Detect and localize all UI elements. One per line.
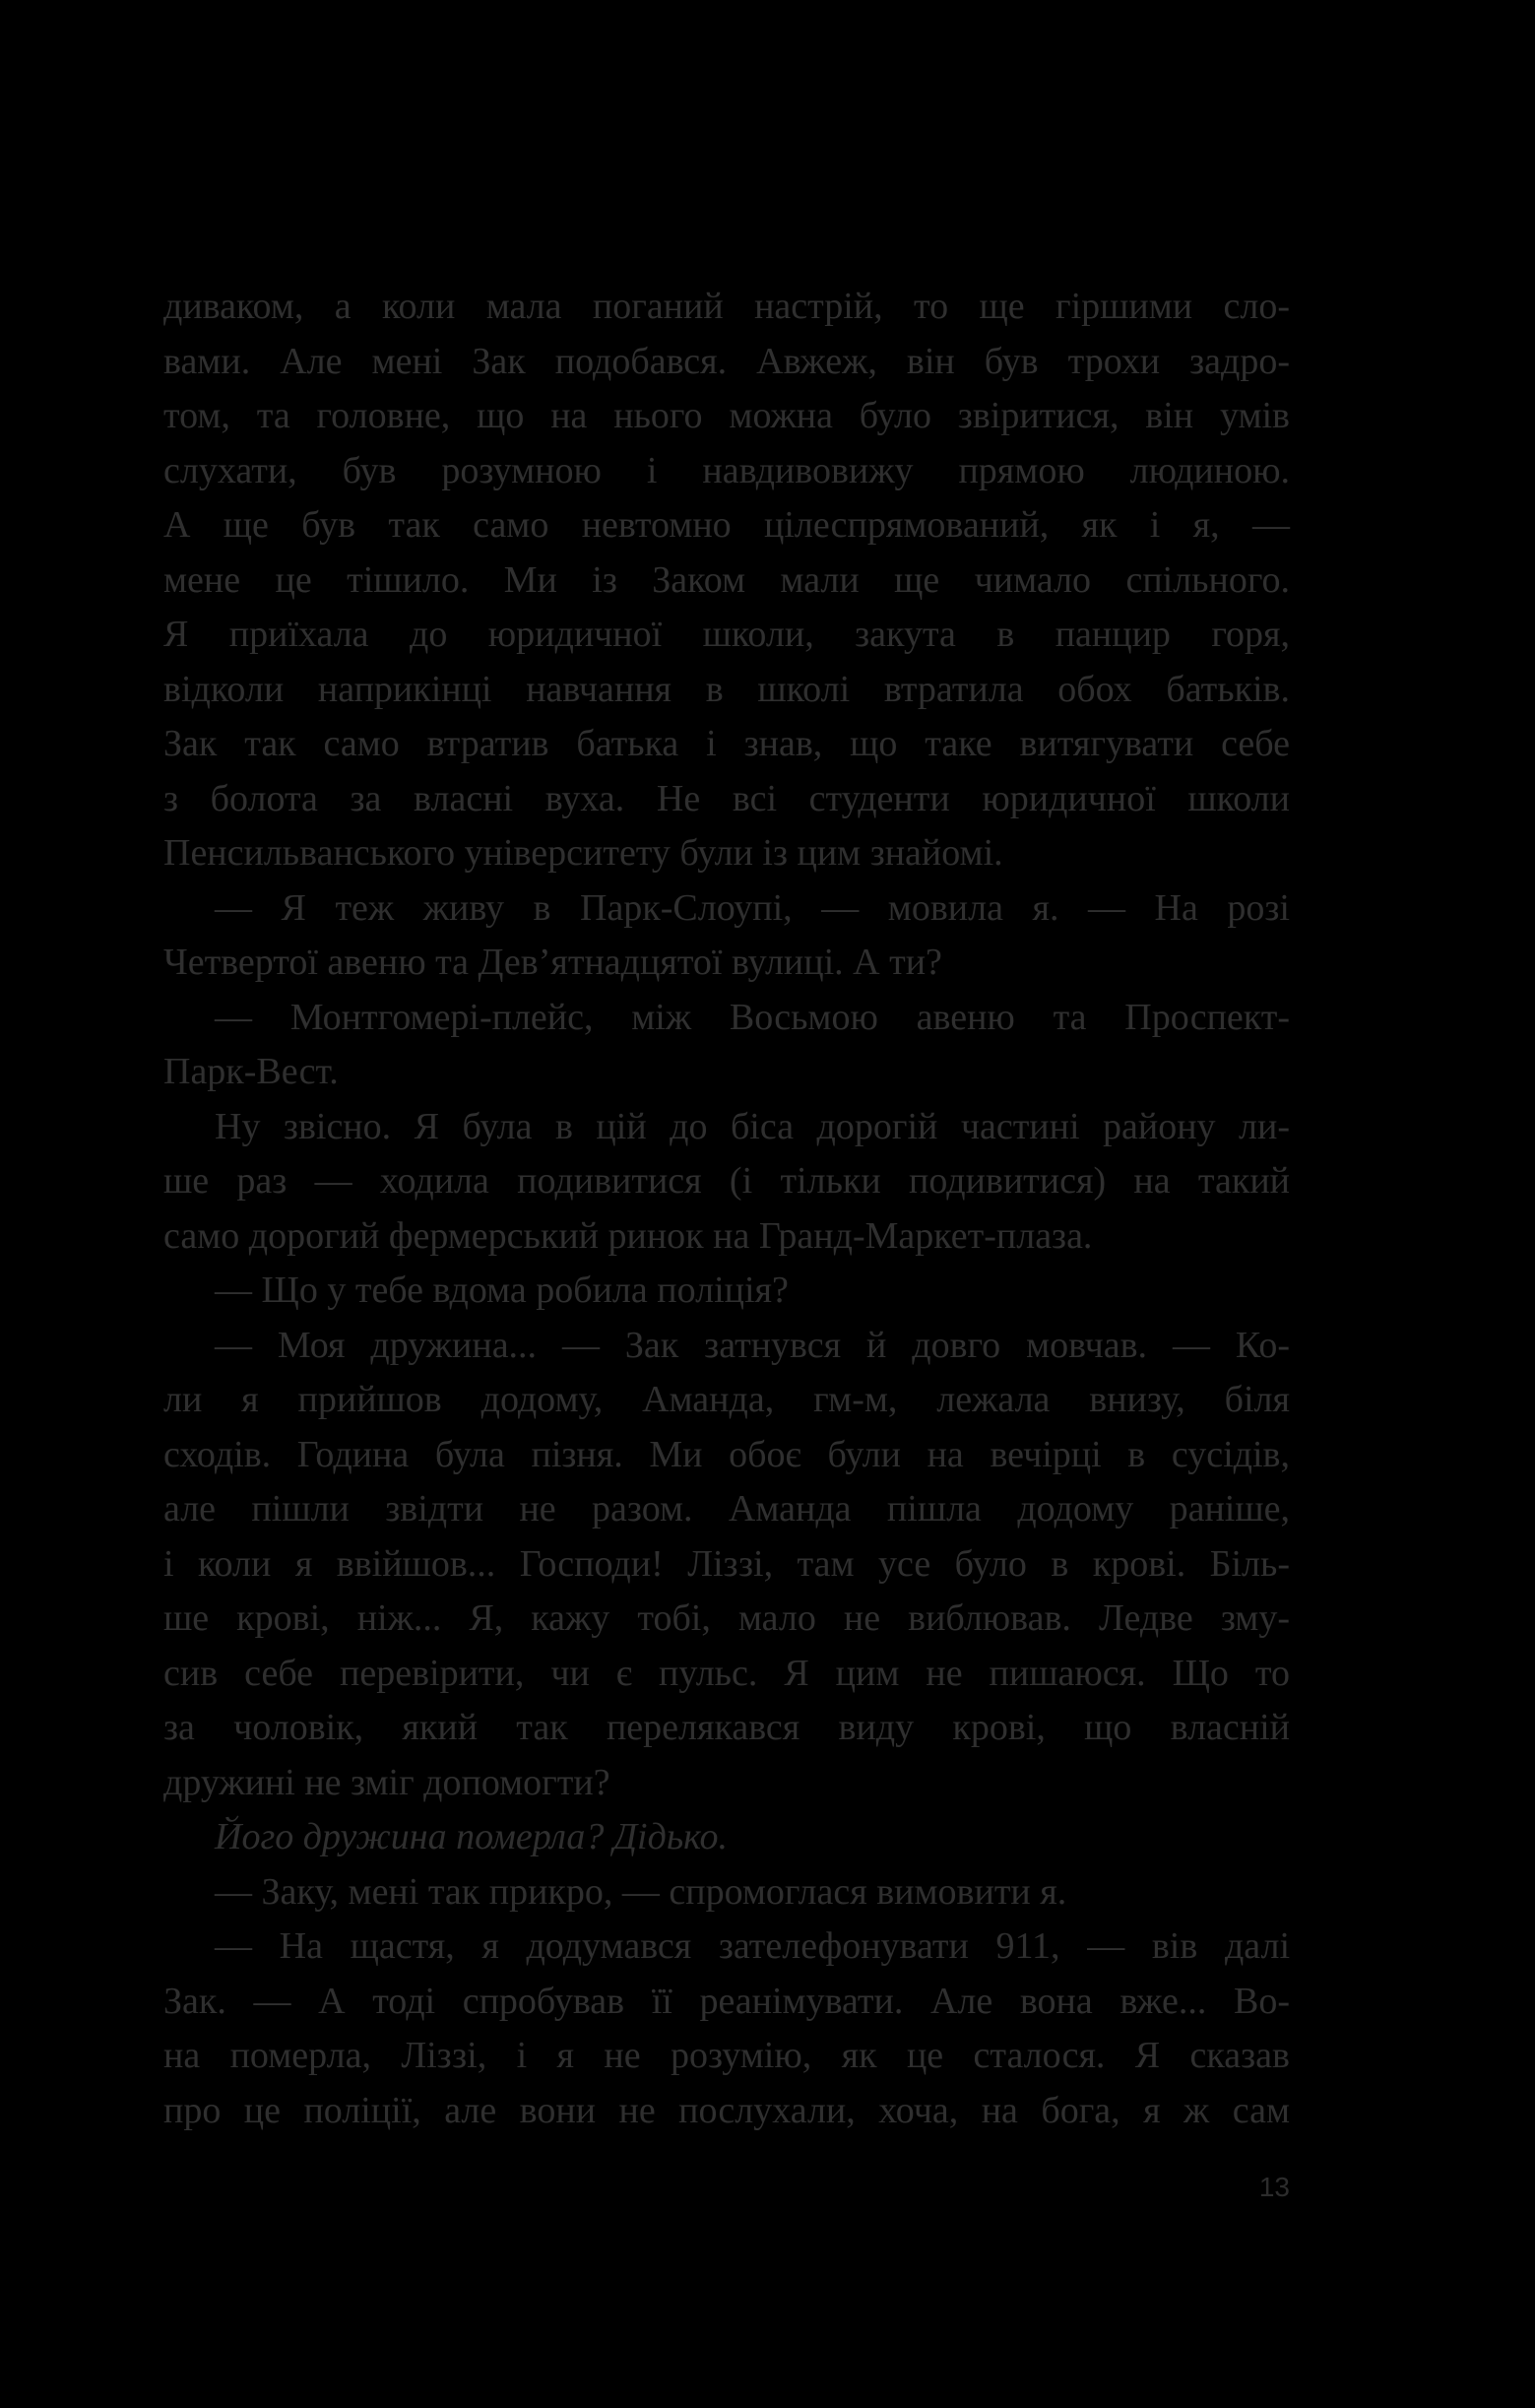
text-line: Зак так само втратив батька і знав, що таке витягувати себе — [163, 723, 1290, 764]
text-line: відколи наприкінці навчання в школі втратила обох батьків. — [163, 668, 1290, 710]
dialogue-line: — Я теж живу в Парк-Слоупі, — мовила я. — На розі — [215, 886, 1290, 929]
text-line: том, та головне, що на нього можна було звіритися, він умів — [163, 395, 1290, 436]
text-line: Парк-Вест. — [163, 1051, 339, 1092]
text-line: сив себе перевірити, чи є пульс. Я цим не пишаюся. Що то — [163, 1652, 1290, 1694]
text-line: про це поліції, але вони не послухали, хоча, на бога, я ж сам — [163, 2089, 1290, 2131]
text-line: ли я прийшов додому, Аманда, гм-м, лежала внизу, біля — [163, 1379, 1290, 1420]
dialogue-line: — На щастя, я додумався зателефонувати 911, — вів далі — [215, 1925, 1290, 1967]
dialogue-line: — Що у тебе вдома робила поліція? — [215, 1269, 789, 1311]
text-line: А ще був так само невтомно цілеспрямований, як і я, — — [163, 504, 1290, 546]
text-line: і коли я ввійшов... Господи! Ліззі, там усе було в крові. Біль- — [163, 1542, 1290, 1585]
text-line: само дорогий фермерський ринок на Гранд-Маркет-плаза. — [163, 1214, 1093, 1257]
text-line: ше крові, ніж... Я, кажу тобі, мало не виблював. Ледве зму- — [163, 1597, 1290, 1639]
dialogue-line: — Монтгомері-плейс, між Восьмою авеню та Проспект- — [215, 996, 1290, 1038]
text-line: Пенсильванського університету були із цим знайомі. — [163, 832, 1003, 874]
body-text — [163, 280, 1290, 2138]
text-line: дружині не зміг допомогти? — [163, 1761, 610, 1803]
text-line: Четвертої авеню та Дев’ятнадцятої вулиці. А ти? — [163, 942, 942, 983]
italic-thought-line: Його дружина померла? Дідько. — [215, 1816, 728, 1857]
text-line: за чоловік, який так перелякався виду крові, що власній — [163, 1707, 1290, 1748]
dialogue-line: — Моя дружина... — Зак затнувся й довго мовчав. — Ко- — [215, 1324, 1290, 1366]
text-line: диваком, а коли мала поганий настрій, то ще гіршими сло- — [163, 286, 1290, 327]
page-number: 13 — [1258, 2172, 1290, 2202]
text-line: але пішли звідти не разом. Аманда пішла додому раніше, — [163, 1488, 1290, 1529]
paragraph-start-line: Ну звісно. Я була в цій до біса дорогій частині району ли- — [215, 1105, 1290, 1147]
text-line: слухати, був розумною і навдивовижу прямою людиною. — [163, 449, 1290, 491]
text-line: Зак. — А тоді спробував її реанімувати. Але вона вже... Во- — [163, 1980, 1290, 2022]
text-line: вами. Але мені Зак подобався. Авжеж, він був трохи задро- — [163, 340, 1290, 382]
dialogue-line: — Заку, мені так прикро, — спромоглася вимовити я. — [215, 1870, 1067, 1913]
text-line: сходів. Година була пізня. Ми обоє були на вечірці в сусідів, — [163, 1433, 1290, 1475]
text-line: Я приїхала до юридичної школи, закута в панцир горя, — [163, 614, 1290, 655]
text-line: на померла, Ліззі, і я не розумію, як це сталося. Я сказав — [163, 2035, 1290, 2076]
text-line: мене це тішило. Ми із Заком мали ще чимало спільного. — [163, 558, 1290, 601]
text-line: ше раз — ходила подивитися (і тільки подивитися) на такий — [163, 1160, 1290, 1202]
text-line: з болота за власні вуха. Не всі студенти юридичної школи — [163, 777, 1290, 819]
